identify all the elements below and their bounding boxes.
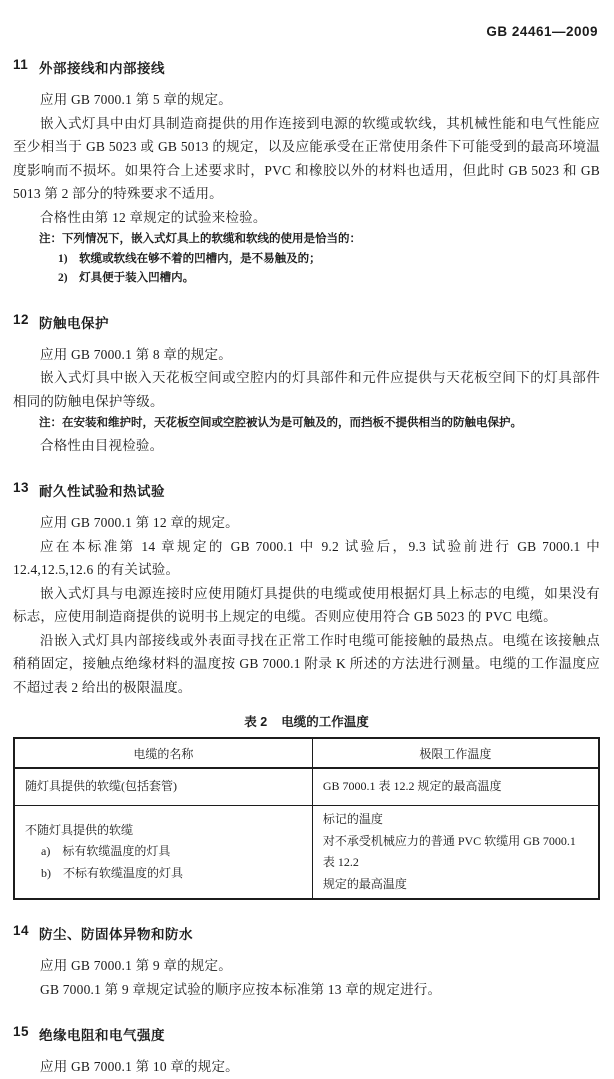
note-list-item: 1) 软缆或软线在够不着的凹槽内，是不易触及的； — [58, 252, 321, 265]
body-paragraph: 应用 GB 7000.1 第 12 章的规定。 — [40, 515, 239, 530]
section-15 — [13, 1024, 600, 1079]
clause-title: 耐久性试验和热试验 — [39, 484, 165, 499]
body-paragraph: 嵌入式灯具中由灯具制造商提供的用作连接到电源的软缆或软线，其机械性能和电气性能应至少相当于 GB 5023 或 GB 5013 的规定，以及应能承受在正常使用条件下可能受到的最高环境温度影响而不损坏。如果符合上述要求时，PVC 和橡胶以外的材料也适用，但此时 GB 5023 和 GB 5013 第 2 部分的特殊要求不适用。 — [13, 115, 600, 201]
clause-number: 12 — [13, 311, 30, 327]
clause-number: 13 — [13, 480, 30, 495]
table-cell-limit — [312, 768, 599, 806]
body-paragraph: 合格性由第 12 章规定的试验来检验。 — [40, 209, 267, 225]
clause-title: 绝缘电阻和电气强度 — [39, 1028, 165, 1043]
table-header-limit-temperature: 极限工作温度 — [312, 738, 599, 768]
note-paragraph: 注：下列情况下，嵌入式灯具上的软缆和软线的使用是恰当的： — [39, 233, 361, 245]
cell-text: b) 不标有软缆温度的灯具 — [41, 865, 183, 880]
table-row — [14, 768, 599, 806]
body-paragraph: 沿嵌入式灯具内部接线或外表面寻找在正常工作时电缆可能接触的最热点。电缆在该接触点稍稍固定，接触点绝缘材料的温度按 GB 7000.1 附录 K 所述的方法进行测量。电缆的工作温度应不超过表 2 给出的极限温度。 — [13, 632, 600, 695]
cell-text: 不随灯具提供的软缆 — [25, 822, 134, 837]
section-11 — [13, 57, 600, 289]
standard-number: GB 24461—2009 — [486, 24, 598, 39]
cell-text: 对不承受机械应力的普通 PVC 软缆用 GB 7000.1 表 12.2 — [322, 833, 576, 869]
body-paragraph: 应用 GB 7000.1 第 8 章的规定。 — [40, 346, 232, 362]
table2-caption-title: 电缆的工作温度 — [281, 715, 369, 729]
section-14 — [13, 923, 600, 1001]
section-12 — [13, 312, 600, 458]
table-header-cable-name: 电缆的名称 — [14, 738, 312, 768]
note-paragraph: 注：在安装和维护时，天花板空间或空腔被认为是可触及的，而挡板不提供相当的防触电保护。 — [39, 417, 522, 429]
table-cell-cable-name — [14, 806, 312, 900]
clause-heading — [13, 923, 600, 943]
cell-text: GB 7000.1 表 12.2 规定的最高温度 — [322, 779, 502, 794]
table2-caption-label: 表 2 — [244, 715, 268, 729]
cell-text: 随灯具提供的软缆(包括套管) — [25, 779, 177, 794]
clause-number: 15 — [13, 1024, 30, 1039]
body-paragraph: 嵌入式灯具与电源连接时应使用随灯具提供的电缆或使用根据灯具上标志的电缆，如果没有标志，应使用制造商提供的说明书上规定的电缆。否则应使用符合 GB 5023 的 PVC 电缆。 — [13, 585, 600, 624]
body-paragraph: 应在本标准第 14 章规定的 GB 7000.1 中 9.2 试验后，9.3 试验前进行 GB 7000.1 中 12.4,12.5,12.6 的有关试验。 — [13, 538, 600, 577]
table-row — [14, 806, 599, 900]
table-cell-cable-name — [14, 768, 312, 806]
body-paragraph: 应用 GB 7000.1 第 9 章的规定。 — [40, 958, 232, 973]
table2-caption — [13, 712, 600, 730]
clause-title: 外部接线和内部接线 — [39, 61, 165, 76]
clause-title: 防触电保护 — [39, 315, 109, 331]
cell-text: a) 标有软缆温度的灯具 — [41, 844, 171, 859]
clause-title: 防尘、防固体异物和防水 — [39, 927, 193, 942]
clause-heading — [13, 1024, 600, 1044]
clause-heading — [13, 312, 600, 332]
cell-text: 标记的温度 — [322, 812, 383, 826]
clause-number: 14 — [13, 923, 30, 938]
cable-working-temperature-table — [13, 737, 600, 900]
section-13 — [13, 480, 600, 900]
table-cell-limit — [312, 806, 599, 900]
clause-heading — [13, 480, 600, 500]
note-list-item: 2) 灯具便于装入凹槽内。 — [58, 272, 195, 284]
body-paragraph: 嵌入式灯具中嵌入天花板空间或空腔内的灯具部件和元件应提供与天花板空间下的灯具部件相同的防触电保护等级。 — [13, 370, 600, 409]
clause-heading — [13, 57, 600, 77]
body-paragraph: 合格性由目视检验。 — [40, 437, 164, 453]
body-paragraph: 应用 GB 7000.1 第 5 章的规定。 — [40, 92, 232, 107]
body-paragraph: 应用 GB 7000.1 第 10 章的规定。 — [40, 1059, 239, 1074]
table-header-row — [14, 738, 599, 768]
cell-text: 规定的最高温度 — [322, 876, 407, 891]
clause-number: 11 — [13, 57, 29, 72]
body-paragraph: GB 7000.1 第 9 章规定试验的顺序应按本标准第 13 章的规定进行。 — [40, 981, 442, 997]
